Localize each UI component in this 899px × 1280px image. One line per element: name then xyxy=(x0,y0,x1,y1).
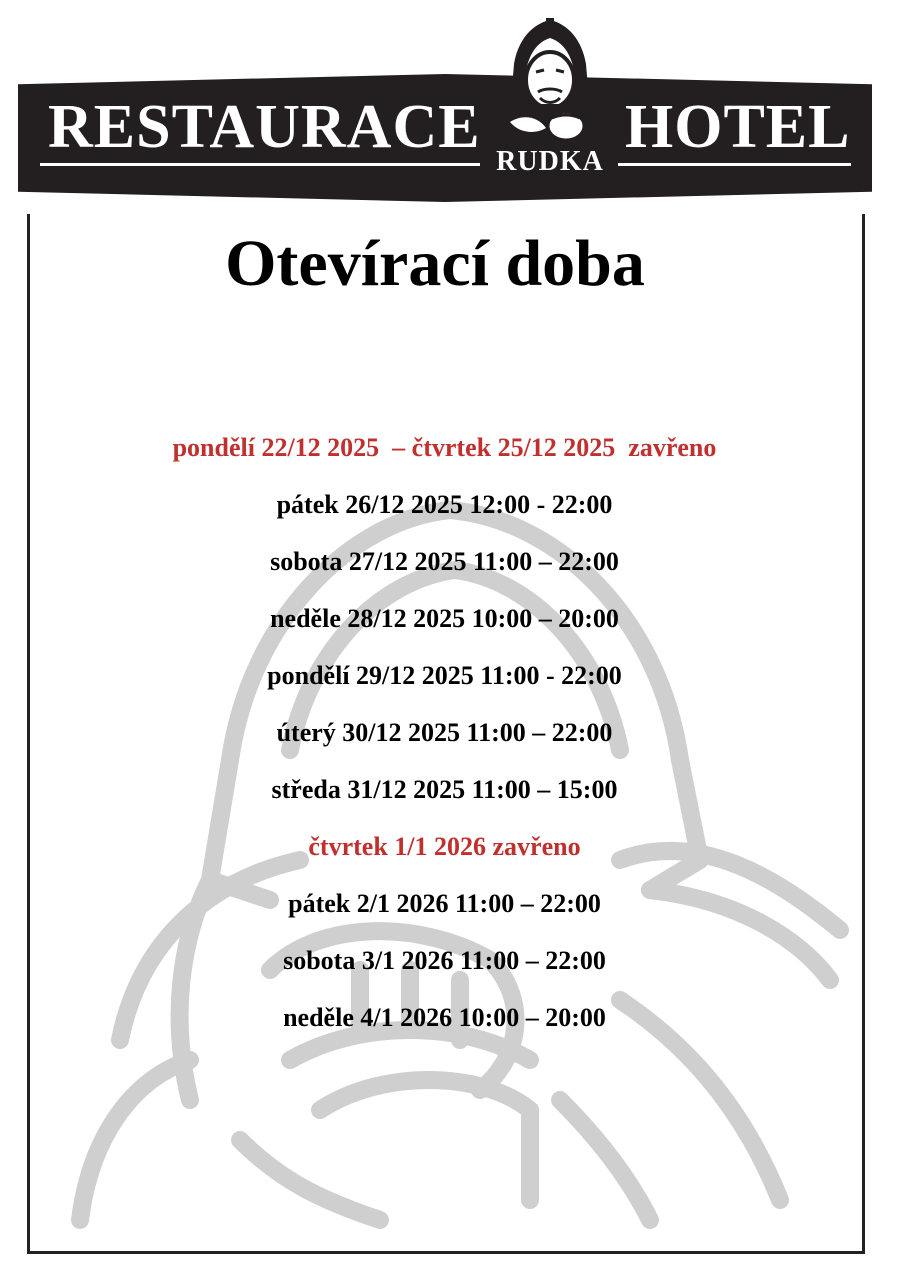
schedule-item: středa 31/12 2025 11:00 – 15:00 xyxy=(271,775,618,804)
schedule-item: úterý 30/12 2025 11:00 – 22:00 xyxy=(276,718,613,747)
schedule-item-closed: pondělí 22/12 2025 – čtvrtek 25/12 2025 zavřeno xyxy=(172,433,717,462)
schedule-item-closed: čtvrtek 1/1 2026 zavřeno xyxy=(308,832,581,861)
brand-rudka: RUDKA xyxy=(496,146,604,177)
brand-restaurace: RESTAURACE xyxy=(48,93,481,161)
banner-rule-left xyxy=(40,163,480,166)
schedule-item: pátek 2/1 2026 11:00 – 22:00 xyxy=(288,889,601,918)
schedule-item: pondělí 29/12 2025 11:00 - 22:00 xyxy=(267,661,622,690)
brand-hotel: HOTEL xyxy=(625,93,851,161)
banner-rule-right xyxy=(618,163,851,166)
page-title: Otevírací doba xyxy=(225,227,645,300)
schedule-item: sobota 27/12 2025 11:00 – 22:00 xyxy=(270,547,619,576)
schedule-item: neděle 28/12 2025 10:00 – 20:00 xyxy=(270,604,619,633)
opening-hours-list xyxy=(0,432,889,1059)
schedule-item: pátek 26/12 2025 12:00 - 22:00 xyxy=(276,490,613,519)
schedule-item: sobota 3/1 2026 11:00 – 22:00 xyxy=(283,946,606,975)
schedule-item: neděle 4/1 2026 10:00 – 20:00 xyxy=(283,1003,606,1032)
knight-mascot-icon xyxy=(480,18,620,150)
